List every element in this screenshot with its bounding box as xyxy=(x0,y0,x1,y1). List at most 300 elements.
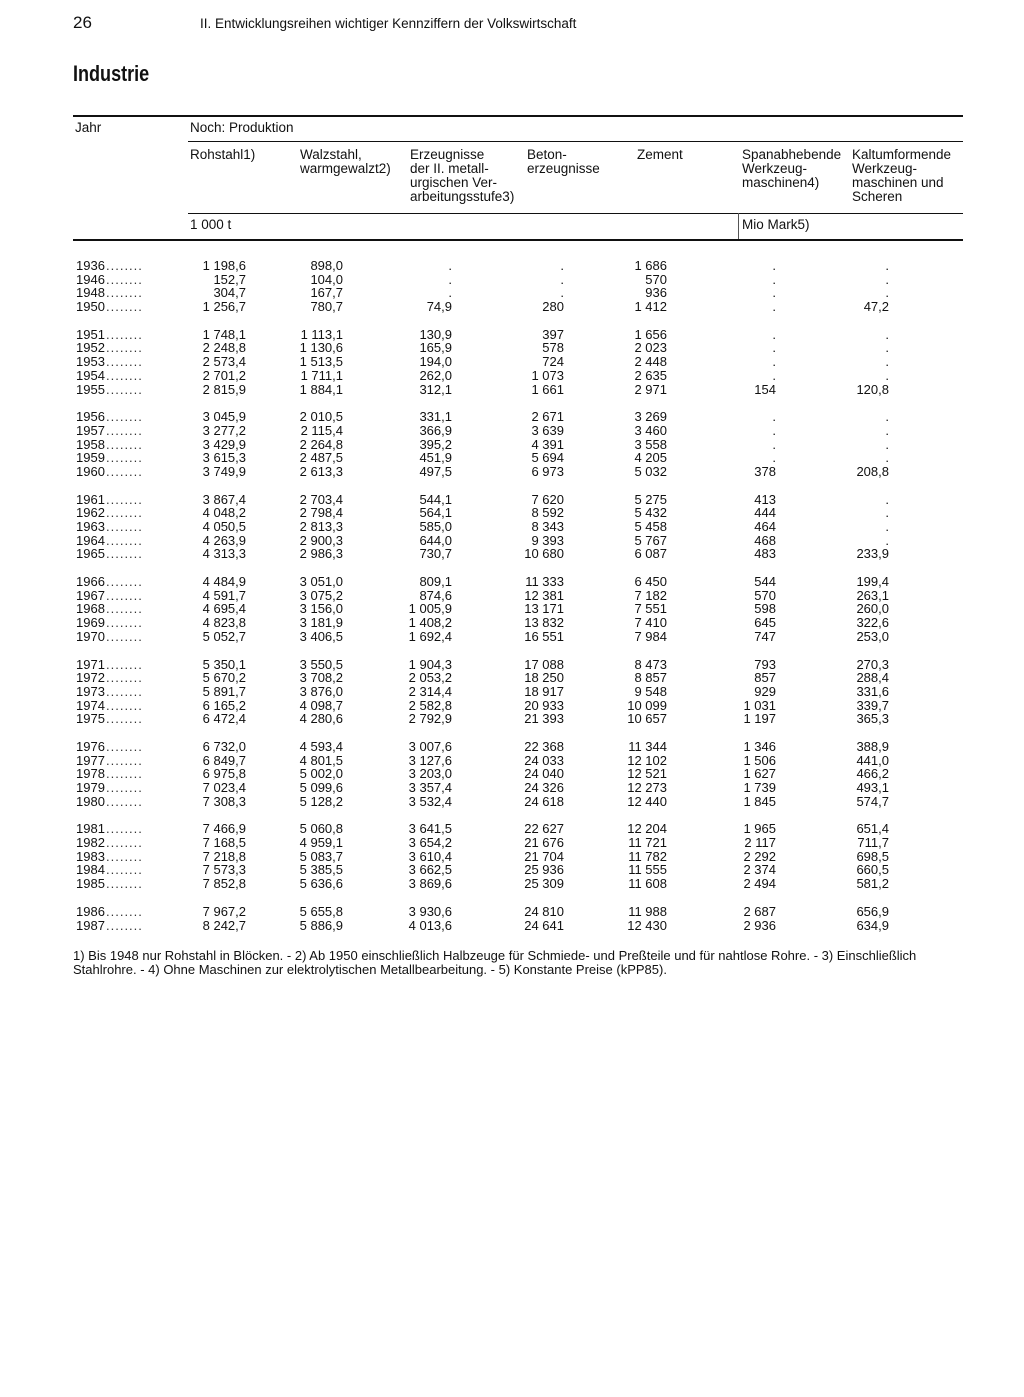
cell-spanabhebende: 444 xyxy=(754,505,776,521)
stub-header: Jahr xyxy=(75,120,102,135)
year-cell: 1972 xyxy=(76,670,105,686)
cell-beton: . xyxy=(560,271,564,287)
cell-erzeugnisse: 194,0 xyxy=(419,354,452,370)
cell-kaltumformende: 581,2 xyxy=(856,876,889,892)
cell-erzeugnisse: . xyxy=(448,258,452,273)
cell-erzeugnisse: 730,7 xyxy=(419,546,452,562)
leader-dots: ........ xyxy=(106,876,143,892)
cell-kaltumformende: . xyxy=(885,367,889,383)
cell-spanabhebende: 2 292 xyxy=(743,848,776,864)
cell-rohstahl: 4 048,2 xyxy=(202,505,246,521)
cell-zement: 10 657 xyxy=(627,711,667,727)
cell-erzeugnisse: 544,1 xyxy=(419,491,452,507)
year-cell: 1973 xyxy=(76,683,105,699)
cell-beton: 24 033 xyxy=(524,752,564,768)
leader-dots: ........ xyxy=(106,628,143,644)
cell-rohstahl: 7 852,8 xyxy=(202,876,246,892)
cell-rohstahl: 7 573,3 xyxy=(202,862,246,878)
table-row xyxy=(0,520,1024,534)
cell-zement: 4 205 xyxy=(634,450,667,466)
year-cell: 1960 xyxy=(76,463,105,479)
cell-beton: 24 641 xyxy=(524,917,564,933)
cell-spanabhebende: 154 xyxy=(754,381,776,397)
cell-kaltumformende: 711,7 xyxy=(857,835,889,851)
year-cell: 1968 xyxy=(76,601,105,617)
leader-dots: ........ xyxy=(106,381,143,397)
cell-spanabhebende: . xyxy=(772,409,776,425)
leader-dots: ........ xyxy=(106,780,143,795)
cell-erzeugnisse: 262,0 xyxy=(419,367,452,383)
group-rule xyxy=(188,141,963,142)
cell-erzeugnisse: 564,1 xyxy=(419,505,452,521)
year-cell: 1982 xyxy=(76,835,105,851)
cell-rohstahl: 3 277,2 xyxy=(202,422,246,438)
cell-zement: 7 410 xyxy=(634,615,667,631)
table-row xyxy=(0,919,1024,933)
cell-rohstahl: 3 045,9 xyxy=(202,409,246,425)
leader-dots: ........ xyxy=(106,258,143,273)
cell-erzeugnisse: 585,0 xyxy=(419,519,452,534)
cell-kaltumformende: . xyxy=(885,285,889,301)
cell-erzeugnisse: 74,9 xyxy=(426,299,452,315)
cell-walzstahl: 5 385,5 xyxy=(299,862,343,878)
cell-rohstahl: 4 695,4 xyxy=(202,601,246,617)
year-cell: 1984 xyxy=(76,862,105,878)
leader-dots: ........ xyxy=(106,848,143,864)
cell-walzstahl: 2 813,3 xyxy=(299,519,343,534)
cell-beton: 24 810 xyxy=(524,903,564,919)
cell-rohstahl: 7 218,8 xyxy=(202,848,246,864)
cell-zement: 8 857 xyxy=(634,670,667,686)
cell-kaltumformende: 322,6 xyxy=(856,615,889,631)
leader-dots: ........ xyxy=(106,670,143,686)
table-row xyxy=(0,341,1024,355)
cell-kaltumformende: 365,3 xyxy=(856,711,889,727)
cell-kaltumformende: 260,0 xyxy=(856,601,889,617)
cell-zement: 11 721 xyxy=(628,835,667,851)
cell-rohstahl: 3 749,9 xyxy=(202,463,246,479)
year-cell: 1974 xyxy=(76,697,105,713)
cell-spanabhebende: 2 936 xyxy=(743,917,776,933)
cell-walzstahl: 2 010,5 xyxy=(299,409,343,425)
year-cell: 1961 xyxy=(76,491,105,507)
cell-beton: 25 936 xyxy=(524,862,564,878)
cell-zement: 5 275 xyxy=(634,491,667,507)
cell-zement: 12 430 xyxy=(627,917,667,933)
cell-zement: 3 269 xyxy=(634,409,667,425)
cell-beton: 24 326 xyxy=(524,780,564,795)
cell-kaltumformende: 441,0 xyxy=(856,752,889,768)
cell-beton: 13 171 xyxy=(524,601,564,617)
cell-walzstahl: 780,7 xyxy=(310,299,343,315)
year-cell: 1970 xyxy=(76,628,105,644)
cell-beton: 20 933 xyxy=(524,697,564,713)
leader-dots: ........ xyxy=(106,463,143,479)
cell-spanabhebende: . xyxy=(772,326,776,342)
cell-spanabhebende: . xyxy=(772,299,776,315)
cell-kaltumformende: . xyxy=(885,450,889,466)
col-header-zement: Zement xyxy=(637,147,683,162)
cell-rohstahl: 304,7 xyxy=(213,285,246,301)
leader-dots: ........ xyxy=(106,326,143,342)
year-cell: 1955 xyxy=(76,381,105,397)
cell-beton: 280 xyxy=(542,299,564,315)
year-cell: 1977 xyxy=(76,752,105,768)
cell-kaltumformende: 120,8 xyxy=(856,381,889,397)
cell-rohstahl: 4 313,3 xyxy=(202,546,246,562)
cell-kaltumformende: 493,1 xyxy=(856,780,889,795)
cell-spanabhebende: 378 xyxy=(754,463,776,479)
cell-walzstahl: 1 130,6 xyxy=(299,340,343,356)
leader-dots: ........ xyxy=(106,601,143,617)
cell-rohstahl: 4 050,5 xyxy=(202,519,246,534)
cell-walzstahl: 5 886,9 xyxy=(299,917,343,933)
leader-dots: ........ xyxy=(106,340,143,356)
cell-rohstahl: 6 849,7 xyxy=(202,752,246,768)
year-cell: 1967 xyxy=(76,587,105,603)
cell-rohstahl: 6 975,8 xyxy=(202,766,246,782)
cell-erzeugnisse: . xyxy=(448,271,452,287)
leader-dots: ........ xyxy=(106,903,143,919)
table-row xyxy=(0,506,1024,520)
col-header-erzeugnisse: Erzeugnisse der II. metall- urgischen Ver- arbeitungsstufe3) xyxy=(410,147,515,204)
cell-walzstahl: 1 113,1 xyxy=(300,326,343,342)
cell-erzeugnisse: 130,9 xyxy=(419,326,452,342)
cell-zement: 7 182 xyxy=(634,587,667,603)
cell-erzeugnisse: 874,6 xyxy=(419,587,452,603)
cell-walzstahl: 5 655,8 xyxy=(299,903,343,919)
leader-dots: ........ xyxy=(106,546,143,562)
cell-zement: 5 032 xyxy=(634,463,667,479)
year-cell: 1976 xyxy=(76,738,105,754)
year-cell: 1950 xyxy=(76,299,105,315)
cell-spanabhebende: 468 xyxy=(754,532,776,548)
cell-erzeugnisse: 3 127,6 xyxy=(408,752,452,768)
cell-spanabhebende: . xyxy=(772,285,776,301)
year-cell: 1951 xyxy=(76,326,105,342)
cell-zement: 12 440 xyxy=(627,793,667,809)
leader-dots: ........ xyxy=(106,354,143,370)
leader-dots: ........ xyxy=(106,615,143,631)
cell-beton: . xyxy=(560,258,564,273)
cell-zement: 6 087 xyxy=(634,546,667,562)
running-head: II. Entwicklungsreihen wichtiger Kennziffern der Volkswirtschaft xyxy=(200,16,577,31)
cell-zement: 12 273 xyxy=(627,780,667,795)
cell-erzeugnisse: 3 662,5 xyxy=(408,862,452,878)
cell-zement: 9 548 xyxy=(634,683,667,699)
cell-rohstahl: 1 748,1 xyxy=(202,326,246,342)
table-row xyxy=(0,259,1024,273)
table-row xyxy=(0,712,1024,726)
cell-walzstahl: 3 156,0 xyxy=(299,601,343,617)
cell-zement: 2 971 xyxy=(634,381,667,397)
cell-zement: 3 460 xyxy=(634,422,667,438)
cell-beton: 24 618 xyxy=(524,793,564,809)
cell-rohstahl: 4 591,7 xyxy=(202,587,246,603)
cell-erzeugnisse: 2 792,9 xyxy=(408,711,452,727)
cell-spanabhebende: 1 627 xyxy=(743,766,776,782)
table-row xyxy=(0,534,1024,548)
leader-dots: ........ xyxy=(106,299,143,315)
table-row xyxy=(0,410,1024,424)
table-body xyxy=(0,259,1024,932)
table-row xyxy=(0,424,1024,438)
leader-dots: ........ xyxy=(106,491,143,507)
cell-rohstahl: 7 023,4 xyxy=(202,780,246,795)
cell-rohstahl: 4 484,9 xyxy=(202,574,246,590)
leader-dots: ........ xyxy=(106,422,143,438)
leader-dots: ........ xyxy=(106,697,143,713)
cell-beton: 1 073 xyxy=(531,367,564,383)
cell-rohstahl: 7 308,3 xyxy=(202,793,246,809)
cell-walzstahl: 2 613,3 xyxy=(299,463,343,479)
cell-walzstahl: 3 075,2 xyxy=(299,587,343,603)
table-row xyxy=(0,699,1024,713)
table-row xyxy=(0,685,1024,699)
cell-walzstahl: 4 959,1 xyxy=(299,835,343,851)
cell-rohstahl: 6 472,4 xyxy=(202,711,246,727)
table-row xyxy=(0,465,1024,479)
cell-erzeugnisse: 2 314,4 xyxy=(408,683,452,699)
year-cell: 1986 xyxy=(76,903,105,919)
cell-zement: 8 473 xyxy=(634,656,667,672)
cell-zement: 1 656 xyxy=(634,326,667,342)
cell-spanabhebende: 2 374 xyxy=(743,862,776,878)
table-row xyxy=(0,328,1024,342)
cell-beton: 12 381 xyxy=(524,587,564,603)
cell-beton: 2 671 xyxy=(531,409,564,425)
cell-walzstahl: 5 636,6 xyxy=(299,876,343,892)
cell-kaltumformende: . xyxy=(885,491,889,507)
cell-spanabhebende: 645 xyxy=(754,615,776,631)
cell-erzeugnisse: 395,2 xyxy=(419,436,452,452)
cell-spanabhebende: 413 xyxy=(754,491,776,507)
cell-zement: 11 344 xyxy=(628,738,667,754)
cell-kaltumformende: 651,4 xyxy=(856,821,889,837)
leader-dots: ........ xyxy=(106,436,143,452)
year-cell: 1979 xyxy=(76,780,105,795)
year-cell: 1958 xyxy=(76,436,105,452)
cell-walzstahl: 4 801,5 xyxy=(299,752,343,768)
group-header: Noch: Produktion xyxy=(190,120,294,135)
cell-erzeugnisse: 366,9 xyxy=(419,422,452,438)
year-cell: 1953 xyxy=(76,354,105,370)
cell-zement: 5 458 xyxy=(634,519,667,534)
cell-spanabhebende: 544 xyxy=(754,574,776,590)
cell-kaltumformende: 339,7 xyxy=(856,697,889,713)
leader-dots: ........ xyxy=(106,285,143,301)
year-cell: 1962 xyxy=(76,505,105,521)
cell-beton: 21 676 xyxy=(524,835,564,851)
leader-dots: ........ xyxy=(106,450,143,466)
cell-erzeugnisse: 3 610,4 xyxy=(408,848,452,864)
year-cell: 1936 xyxy=(76,258,105,273)
cell-walzstahl: 5 083,7 xyxy=(299,848,343,864)
year-cell: 1948 xyxy=(76,285,105,301)
cell-kaltumformende: 263,1 xyxy=(856,587,889,603)
leader-dots: ........ xyxy=(106,821,143,837)
cell-erzeugnisse: 1 005,9 xyxy=(408,601,452,617)
year-cell: 1969 xyxy=(76,615,105,631)
leader-dots: ........ xyxy=(106,683,143,699)
cell-walzstahl: 3 550,5 xyxy=(299,656,343,672)
cell-kaltumformende: 199,4 xyxy=(856,574,889,590)
leader-dots: ........ xyxy=(106,587,143,603)
cell-kaltumformende: . xyxy=(885,409,889,425)
cell-erzeugnisse: 3 869,6 xyxy=(408,876,452,892)
year-cell: 1956 xyxy=(76,409,105,425)
cell-rohstahl: 5 052,7 xyxy=(202,628,246,644)
leader-dots: ........ xyxy=(106,917,143,933)
cell-rohstahl: 8 242,7 xyxy=(202,917,246,933)
cell-zement: 2 023 xyxy=(634,340,667,356)
cell-beton: 397 xyxy=(542,326,564,342)
cell-kaltumformende: . xyxy=(885,340,889,356)
cell-rohstahl: 7 466,9 xyxy=(202,821,246,837)
cell-rohstahl: 7 168,5 xyxy=(202,835,246,851)
cell-kaltumformende: 47,2 xyxy=(863,299,889,315)
cell-beton: . xyxy=(560,285,564,301)
table-row xyxy=(0,795,1024,809)
cell-zement: 11 555 xyxy=(628,862,667,878)
cell-zement: 11 608 xyxy=(628,876,667,892)
cell-walzstahl: 4 593,4 xyxy=(299,738,343,754)
year-cell: 1959 xyxy=(76,450,105,466)
cell-rohstahl: 2 248,8 xyxy=(202,340,246,356)
cell-kaltumformende: 466,2 xyxy=(856,766,889,782)
cell-erzeugnisse: 331,1 xyxy=(419,409,452,425)
cell-walzstahl: 2 798,4 xyxy=(299,505,343,521)
cell-spanabhebende: 464 xyxy=(754,519,776,534)
cell-walzstahl: 5 002,0 xyxy=(299,766,343,782)
cell-rohstahl: 2 573,4 xyxy=(202,354,246,370)
cell-beton: 9 393 xyxy=(531,532,564,548)
cell-beton: 21 393 xyxy=(524,711,564,727)
cell-spanabhebende: 1 739 xyxy=(743,780,776,795)
cell-spanabhebende: 570 xyxy=(754,587,776,603)
cell-zement: 5 767 xyxy=(634,532,667,548)
table-row xyxy=(0,451,1024,465)
cell-spanabhebende: 1 965 xyxy=(743,821,776,837)
table-row xyxy=(0,863,1024,877)
leader-dots: ........ xyxy=(106,835,143,851)
cell-walzstahl: 2 115,4 xyxy=(300,422,343,438)
cell-kaltumformende: . xyxy=(885,271,889,287)
cell-kaltumformende: 208,8 xyxy=(856,463,889,479)
cell-beton: 7 620 xyxy=(531,491,564,507)
unit-divider xyxy=(738,213,739,239)
cell-erzeugnisse: 1 408,2 xyxy=(408,615,452,631)
cell-spanabhebende: 793 xyxy=(754,656,776,672)
footnotes: 1) Bis 1948 nur Rohstahl in Blöcken. - 2) Ab 1950 einschließlich Halbzeuge für Schmiede- und Preßteile und für nahtlose Rohre. - 3) Einschließlich Stahlrohre. - 4) Ohne Maschinen zur elektrolytischen Metallbearbeitung. - 5) Konstante Preise (kPP85). xyxy=(73,948,917,977)
cell-beton: 1 661 xyxy=(531,381,564,397)
table-row xyxy=(0,781,1024,795)
cell-rohstahl: 1 256,7 xyxy=(202,299,246,315)
cell-kaltumformende: . xyxy=(885,422,889,438)
cell-spanabhebende: . xyxy=(772,271,776,287)
cell-kaltumformende: 388,9 xyxy=(856,738,889,754)
year-cell: 1964 xyxy=(76,532,105,548)
table-row xyxy=(0,602,1024,616)
cell-zement: 3 558 xyxy=(634,436,667,452)
cell-zement: 570 xyxy=(645,271,667,287)
cell-zement: 12 204 xyxy=(627,821,667,837)
cell-walzstahl: 2 264,8 xyxy=(299,436,343,452)
cell-rohstahl: 5 350,1 xyxy=(202,656,246,672)
page-number: 26 xyxy=(73,13,92,32)
year-cell: 1985 xyxy=(76,876,105,892)
cell-zement: 1 686 xyxy=(634,258,667,273)
cell-kaltumformende: . xyxy=(885,436,889,452)
cell-walzstahl: 4 098,7 xyxy=(299,697,343,713)
cell-rohstahl: 7 967,2 xyxy=(202,903,246,919)
cell-walzstahl: 898,0 xyxy=(310,258,343,273)
cell-kaltumformende: . xyxy=(885,519,889,534)
cell-rohstahl: 6 165,2 xyxy=(202,697,246,713)
year-cell: 1963 xyxy=(76,519,105,534)
cell-walzstahl: 5 128,2 xyxy=(299,793,343,809)
col-header-kaltumformende: Kaltumformende Werkzeug- maschinen und Scheren xyxy=(852,147,952,204)
cell-spanabhebende: . xyxy=(772,422,776,438)
leader-dots: ........ xyxy=(106,793,143,809)
table-row xyxy=(0,630,1024,644)
cell-spanabhebende: . xyxy=(772,354,776,370)
cell-erzeugnisse: 312,1 xyxy=(419,381,452,397)
leader-dots: ........ xyxy=(106,367,143,383)
table-row xyxy=(0,616,1024,630)
leader-dots: ........ xyxy=(106,532,143,548)
col-header-beton: Beton- erzeugnisse xyxy=(527,147,600,176)
cell-kaltumformende: . xyxy=(885,505,889,521)
cell-erzeugnisse: 3 654,2 xyxy=(408,835,452,851)
cell-walzstahl: 1 884,1 xyxy=(299,381,343,397)
cell-rohstahl: 1 198,6 xyxy=(202,258,246,273)
table-row xyxy=(0,493,1024,507)
cell-erzeugnisse: . xyxy=(448,285,452,301)
cell-kaltumformende: . xyxy=(885,258,889,273)
cell-beton: 6 973 xyxy=(531,463,564,479)
cell-beton: 22 627 xyxy=(524,821,564,837)
table-row xyxy=(0,754,1024,768)
cell-walzstahl: 2 703,4 xyxy=(299,491,343,507)
cell-spanabhebende: . xyxy=(772,450,776,466)
cell-erzeugnisse: 2 053,2 xyxy=(408,670,452,686)
cell-zement: 11 988 xyxy=(628,903,667,919)
table-row xyxy=(0,383,1024,397)
table-row xyxy=(0,369,1024,383)
cell-rohstahl: 3 429,9 xyxy=(202,436,246,452)
table-row xyxy=(0,300,1024,314)
cell-spanabhebende: 2 494 xyxy=(743,876,776,892)
cell-walzstahl: 3 181,9 xyxy=(299,615,343,631)
cell-erzeugnisse: 451,9 xyxy=(419,450,452,466)
cell-beton: 13 832 xyxy=(524,615,564,631)
cell-walzstahl: 3 708,2 xyxy=(299,670,343,686)
cell-rohstahl: 4 263,9 xyxy=(202,532,246,548)
table-row xyxy=(0,836,1024,850)
table-row xyxy=(0,438,1024,452)
leader-dots: ........ xyxy=(106,862,143,878)
cell-erzeugnisse: 497,5 xyxy=(419,463,452,479)
cell-rohstahl: 2 701,2 xyxy=(202,367,246,383)
cell-zement: 6 450 xyxy=(634,574,667,590)
cell-zement: 12 102 xyxy=(627,752,667,768)
year-cell: 1981 xyxy=(76,821,105,837)
table-row xyxy=(0,286,1024,300)
table-row xyxy=(0,575,1024,589)
cell-beton: 10 680 xyxy=(524,546,564,562)
leader-dots: ........ xyxy=(106,519,143,534)
